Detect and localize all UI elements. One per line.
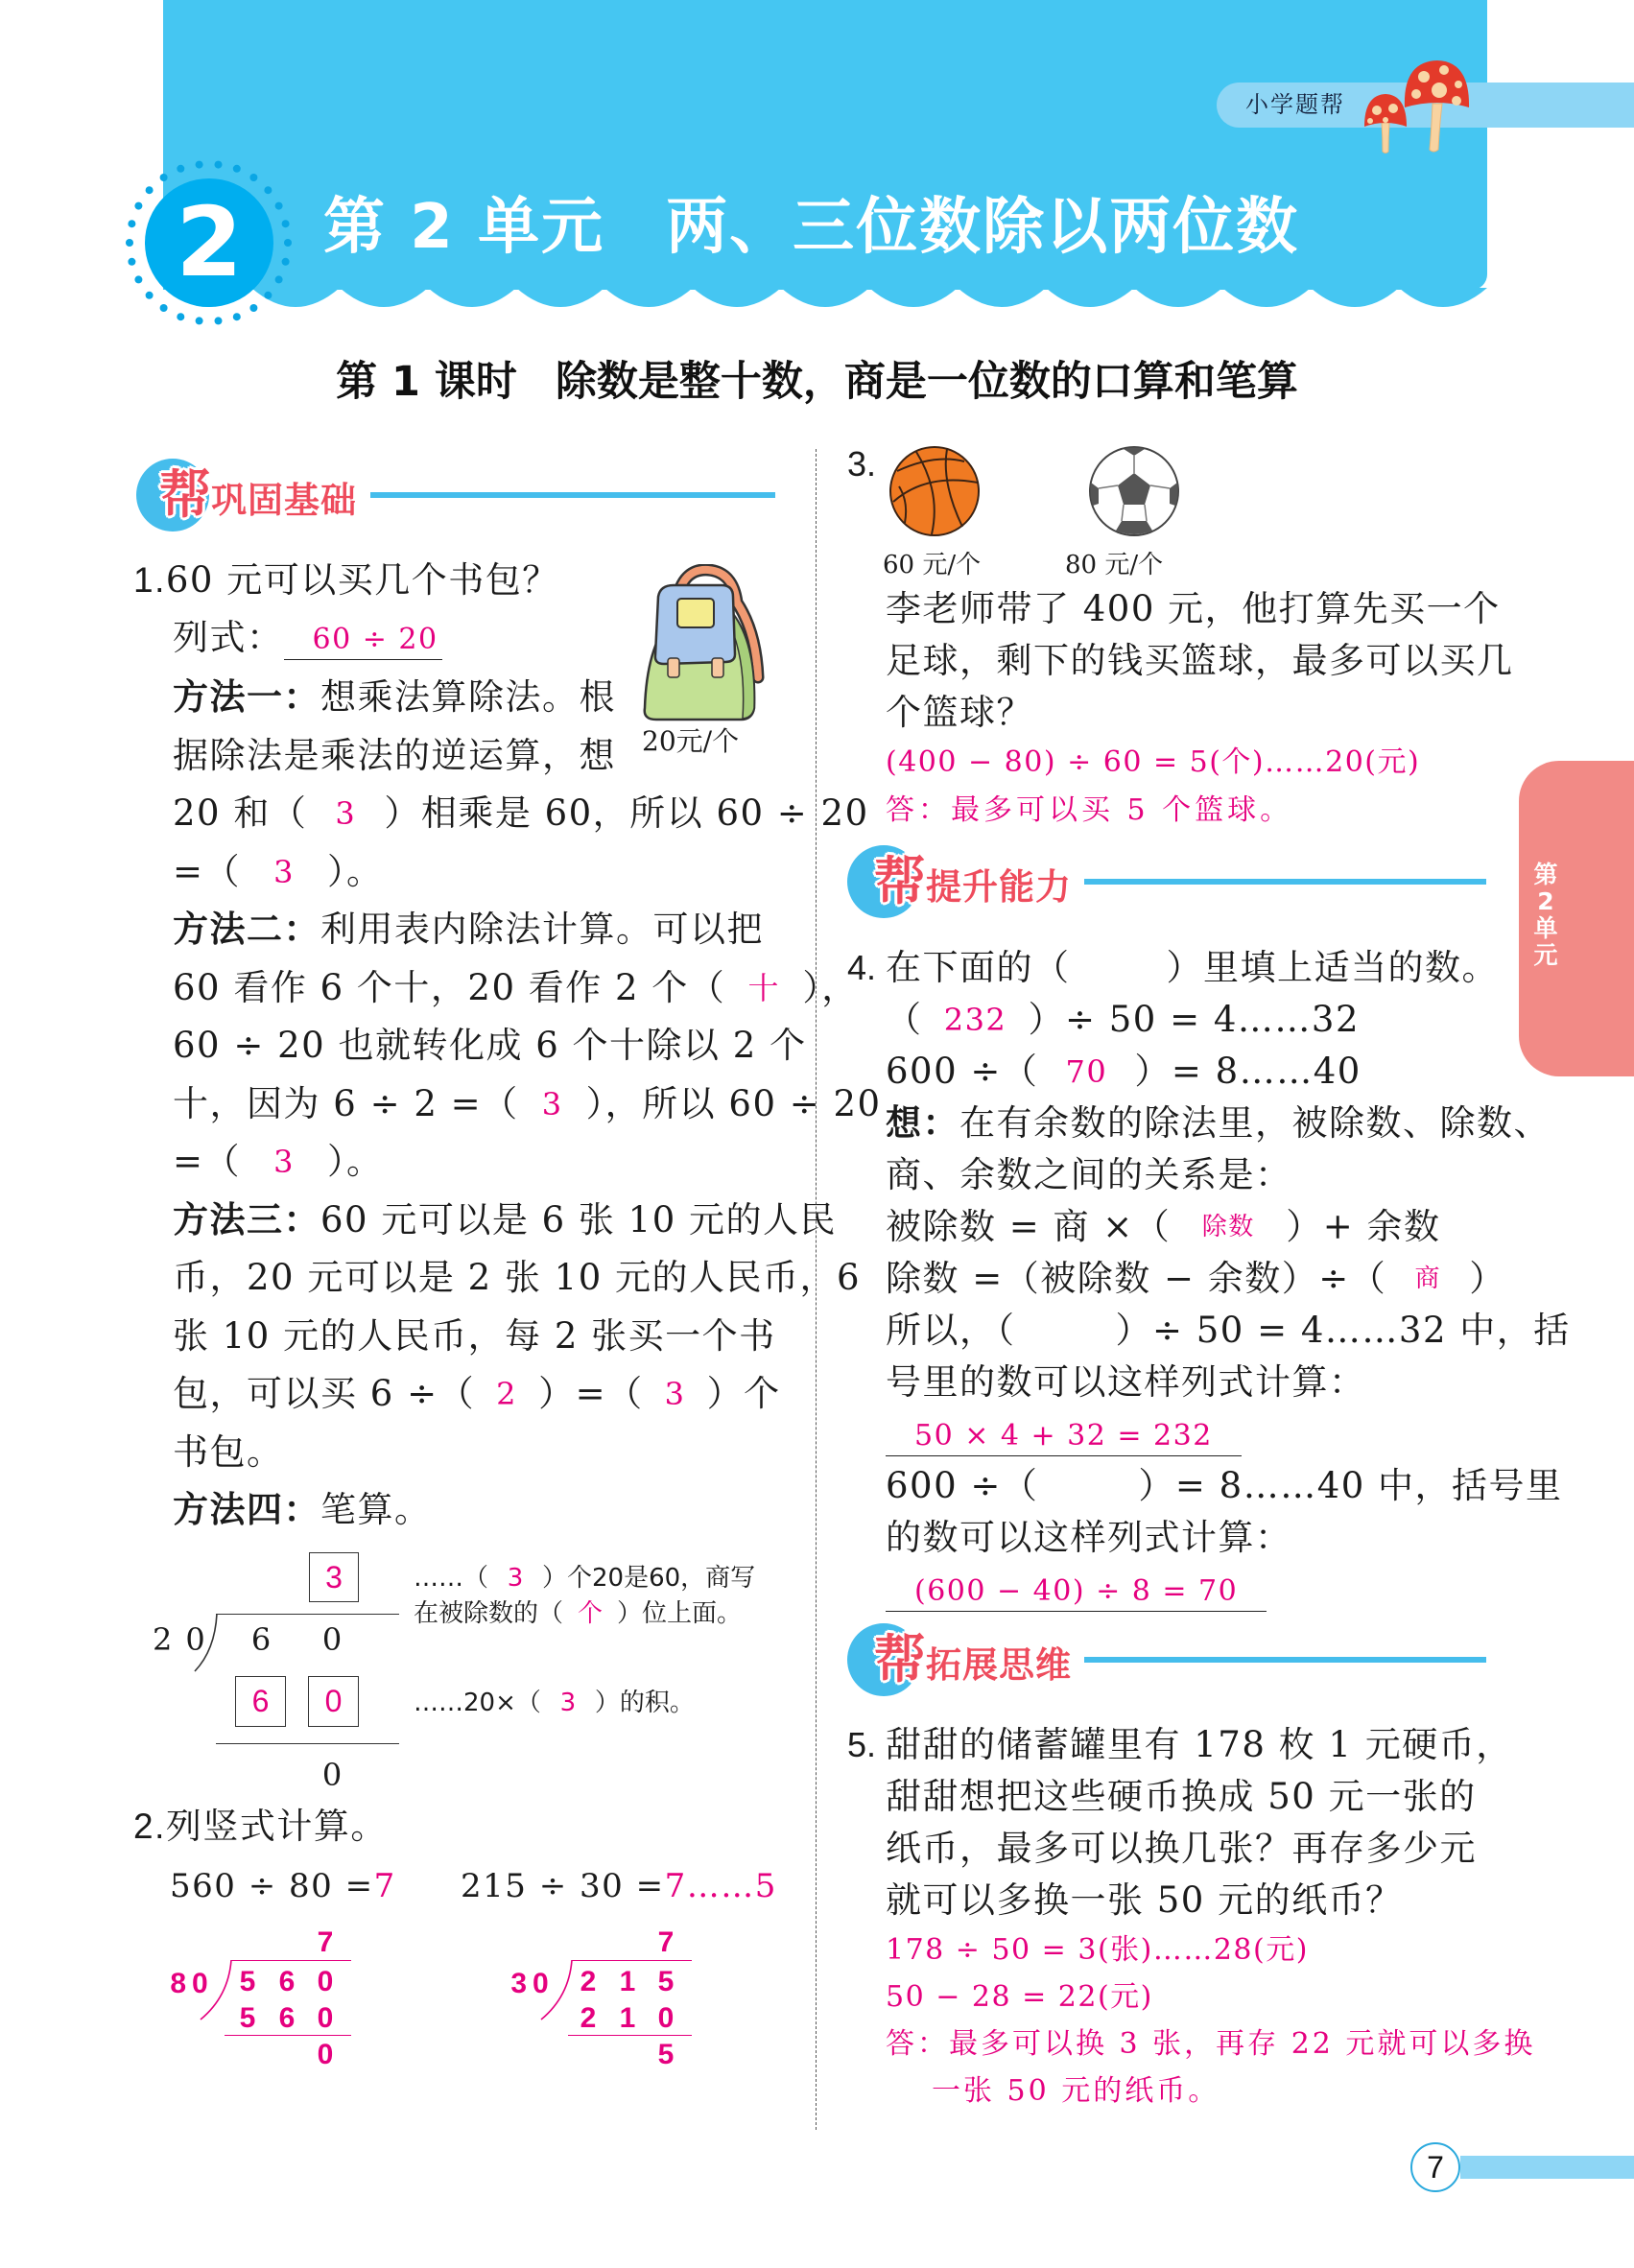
answer-blank: 232 (943, 1002, 1007, 1038)
division-note (414, 1561, 755, 1595)
dividend-digit: 5 (239, 1966, 256, 1997)
method-label: 方法三： (173, 1198, 320, 1240)
method-line (173, 843, 882, 902)
method-line (173, 1249, 882, 1308)
line-text: ）+ 余数 (1286, 1206, 1441, 1247)
side-tab-char: 2 (1537, 887, 1554, 915)
method-line (173, 1481, 882, 1540)
column-divider (816, 449, 817, 2130)
soccer-ball-price: 80 元/个 (1065, 551, 1164, 579)
q2-title (133, 1798, 388, 1855)
method-text: 包，可以买 6 ÷（ (173, 1373, 476, 1414)
method-text: 20 和（ (173, 792, 308, 834)
side-tab-char: 元 (1533, 941, 1558, 969)
question-line: 就可以多换一张 50 元的纸币？ (886, 1879, 1403, 1921)
expression: 215 ÷ 30 = (461, 1867, 665, 1905)
method-text: 币，20 元可以是 2 张 10 元的人民币，6 (173, 1257, 862, 1298)
question-line (886, 1201, 1571, 1253)
answer-blank: 3 (273, 853, 295, 890)
method-line (173, 1308, 882, 1366)
unit-number: 2 (176, 186, 243, 298)
expression: 560 ÷ 80 = (170, 1867, 374, 1905)
question-line: 纸币，最多可以换几张？再存多少元 (886, 1828, 1477, 1869)
section-rule (1084, 1657, 1486, 1663)
mushroom-icon (1353, 56, 1478, 155)
method-text: 想乘法算除法。根 (320, 676, 616, 718)
question-line: 个篮球？ (886, 692, 1033, 733)
think-label: 想： (886, 1102, 959, 1144)
method-text: 利用表内除法计算。可以把 (320, 909, 764, 950)
remainder: 5 (657, 2039, 675, 2070)
note-text: ）的积。 (594, 1689, 695, 1717)
brand-name: 小学题帮 (1245, 91, 1345, 118)
answer-line: 178 ÷ 50 = 3(张)……28(元) (886, 1933, 1309, 1967)
division-bar (216, 1614, 399, 1615)
method-text: 笔算。 (320, 1489, 432, 1530)
q3-answer (886, 739, 1420, 835)
divisor: 30 (510, 1968, 555, 1999)
method-line (173, 1133, 882, 1192)
q2-problem-expression (461, 1861, 777, 1911)
answer-line (886, 1408, 1571, 1460)
line-text: 的数可以这样列式计算： (886, 1517, 1292, 1558)
method-text: 据除法是乘法的逆运算，想 (173, 734, 616, 776)
section-header-extend (874, 1631, 1072, 1694)
method-line (173, 785, 882, 843)
formula-label: 列式： (173, 617, 284, 658)
section-rule (370, 492, 775, 498)
dividend-digit: 0 (321, 1621, 343, 1658)
note-text: ……（ (414, 1564, 489, 1593)
answer-blank: 70 (1065, 1053, 1108, 1090)
product-digit: 5 (239, 2002, 256, 2034)
q5-question (886, 1719, 1513, 1926)
answer-blank: 3 (507, 1564, 524, 1593)
method-text: 书包。 (173, 1430, 284, 1473)
question-text: 列竖式计算。 (165, 1806, 388, 1847)
division-bar (568, 2035, 692, 2036)
answer-line: 答：最多可以买 5 个篮球。 (886, 793, 1293, 827)
page-number: 7 (1410, 2142, 1460, 2192)
answer-blank: 个 (578, 1599, 604, 1628)
method-text: ）， (802, 966, 859, 1008)
question-line (886, 1149, 1571, 1201)
underlined-answer: 50 × 4 + 32 = 232 (886, 1417, 1242, 1456)
q1-formula (173, 609, 442, 667)
answer-line: (400 − 80) ÷ 60 = 5(个)……20(元) (886, 745, 1421, 779)
expression-answer: 7……5 (664, 1867, 777, 1905)
question-number: 2. (133, 1807, 166, 1846)
product-digit: 2 (580, 2002, 597, 2034)
question-line (886, 1460, 1571, 1512)
line-text: 600 ÷（ (886, 1051, 1039, 1092)
side-tab-char: 单 (1533, 914, 1558, 942)
q3-question (886, 583, 1514, 739)
line-text: ）= 8……40 (1134, 1051, 1362, 1092)
method-line (173, 1192, 882, 1250)
dividend-digit: 6 (278, 1966, 296, 1997)
question-line (886, 1357, 1571, 1408)
question-number: 5. (847, 1725, 877, 1764)
answer-line: 50 − 28 = 22(元) (886, 1980, 1153, 2014)
answer-blank: 除数 (1201, 1213, 1255, 1241)
question-line: 足球，剩下的钱买篮球，最多可以买几 (886, 640, 1514, 681)
answer-blank: 3 (273, 1144, 295, 1180)
method-line (173, 1017, 882, 1075)
question-number: 1. (133, 560, 166, 600)
q5-answer (886, 1926, 1535, 2114)
section-rule (1084, 879, 1486, 885)
answer-blank: 3 (541, 1085, 563, 1122)
product-digit: 1 (619, 2002, 636, 2034)
unit-title (323, 189, 1299, 266)
q4-body (886, 942, 1571, 1616)
unit-label: 第 2 单元 (323, 192, 605, 263)
line-text: 号里的数可以这样列式计算： (886, 1361, 1366, 1403)
note-text: ）位上面。 (617, 1599, 743, 1628)
product-digit: 6 (278, 2002, 296, 2034)
quotient: 7 (657, 1926, 675, 1958)
method-text: 60 元可以是 6 张 10 元的人民 (320, 1198, 838, 1240)
question-line: 甜甜想把这些硬币换成 50 元一张的 (886, 1776, 1477, 1817)
method-line (173, 1365, 882, 1424)
answer-line: 答：最多可以换 3 张，再存 22 元就可以多换 (886, 2027, 1536, 2061)
division-bar (225, 2035, 351, 2036)
dividend-digit: 5 (657, 1966, 675, 1997)
method-label: 方法一： (173, 676, 320, 718)
method-label: 方法四： (173, 1489, 320, 1530)
question-line (886, 1512, 1571, 1564)
banner-wave-edge (163, 288, 1487, 309)
formula-answer: 60 ÷ 20 (284, 621, 442, 660)
question-number: 3. (847, 444, 877, 484)
answer-line: 一张 50 元的纸币。 (932, 2074, 1220, 2108)
side-tab-char: 第 (1533, 861, 1558, 888)
expression-answer: 7 (373, 1867, 396, 1905)
line-text: ） (1469, 1258, 1506, 1299)
backpack-price: 20元/个 (642, 725, 740, 757)
dividend-digit: 0 (317, 1966, 334, 1997)
line-text: ）÷ 50 = 4……32 (1028, 999, 1360, 1040)
line-text: 600 ÷（ (886, 1465, 1039, 1506)
question-text: 60 元可以买几个书包？ (165, 559, 559, 601)
dividend-digit: 2 (580, 1966, 597, 1997)
soccer-ball-icon (1087, 444, 1181, 538)
division-bar (572, 1960, 692, 1961)
note-text: ）个20是60，商写 (542, 1564, 756, 1593)
method-line (173, 1424, 882, 1482)
division-note (414, 1596, 742, 1631)
method-text: ），所以 60 ÷ 20 (585, 1082, 882, 1124)
line-text: ）÷ 50 = 4……32 中，括 (1115, 1310, 1571, 1351)
method-line (173, 727, 882, 786)
method-text: ）=（ (538, 1373, 644, 1414)
note-text: 在被除数的（ (414, 1599, 564, 1628)
question-line (886, 1098, 1571, 1149)
lesson-title (0, 355, 1634, 409)
answer-blank: 3 (664, 1376, 686, 1412)
answer-blank: 3 (335, 795, 357, 832)
method-text: 60 ÷ 20 也就转化成 6 个十除以 2 个 (173, 1025, 807, 1066)
method-text: =（ (173, 850, 242, 892)
line-text: 在有余数的除法里，被除数、除数、 (959, 1102, 1551, 1144)
section-badge-char: 帮 (874, 851, 926, 911)
section-badge-char: 帮 (159, 464, 211, 525)
question-line (886, 1305, 1571, 1357)
question-line (886, 1046, 1571, 1098)
basketball-icon (888, 444, 982, 538)
line-text: 被除数 = 商 ×（ (886, 1206, 1172, 1247)
section-header-improve (874, 853, 1072, 916)
answer-blank: 3 (559, 1689, 577, 1717)
question-line (886, 1253, 1571, 1305)
method-text: ）。 (327, 1141, 384, 1182)
question-line (886, 994, 1571, 1046)
method-text: ）相乘是 60，所以 60 ÷ 20 (384, 792, 869, 834)
method-label: 方法二： (173, 909, 320, 950)
question-line: 甜甜的储蓄罐里有 178 枚 1 元硬币， (886, 1724, 1513, 1765)
answer-blank: 十 (747, 969, 781, 1006)
line-text: 商、余数之间的关系是： (886, 1154, 1292, 1195)
line-text: ）= 8……40 中，括号里 (1138, 1465, 1563, 1506)
section-title: 提升能力 (926, 866, 1072, 908)
product-box: 0 (308, 1676, 359, 1727)
method-text: 60 看作 6 个十，20 看作 2 个（ (173, 966, 726, 1008)
lesson-subtitle: 除数是整十数，商是一位数的口算和笔算 (555, 358, 1298, 406)
method-line (173, 959, 882, 1018)
product-digit: 0 (317, 2002, 334, 2034)
line-text: （ (886, 999, 923, 1040)
divisor: 20 (153, 1621, 219, 1658)
side-tab-label (1530, 862, 1561, 969)
basketball-price: 60 元/个 (883, 551, 982, 579)
method-text: 张 10 元的人民币，每 2 张买一个书 (173, 1314, 776, 1357)
note-text: ……20×（ (414, 1689, 541, 1717)
q2-problem-expression (170, 1861, 396, 1911)
page-number-bar (1460, 2156, 1634, 2179)
line-text: 除数 =（被除数 − 余数）÷（ (886, 1258, 1387, 1299)
section-header-basics (159, 466, 357, 530)
divisor: 80 (170, 1968, 214, 1999)
line-text: 在下面的（ (886, 947, 1071, 988)
answer-blank: 商 (1414, 1264, 1442, 1293)
dividend-digit: 6 (250, 1621, 272, 1658)
quotient: 7 (317, 1926, 334, 1958)
answer-blank: 2 (496, 1376, 517, 1412)
division-bar (216, 1743, 399, 1744)
division-bar (231, 1960, 351, 1961)
method-line (173, 901, 882, 959)
lesson-label: 第 1 课时 (336, 358, 517, 406)
remainder: 0 (317, 2039, 334, 2070)
q1-methods (173, 669, 882, 1540)
section-title: 巩固基础 (211, 480, 357, 521)
q1-title (133, 552, 559, 609)
line-text: ）里填上适当的数。 (1166, 947, 1499, 988)
division-note (414, 1686, 695, 1720)
question-line (886, 942, 1571, 994)
method-text: ）个 (706, 1373, 781, 1414)
method-text: ）。 (327, 850, 384, 892)
dividend-digit: 1 (619, 1966, 636, 1997)
question-number: 4. (847, 948, 877, 987)
question-line: 李老师带了 400 元，他打算先买一个 (886, 588, 1501, 629)
method-text: =（ (173, 1141, 242, 1182)
product-digit: 0 (657, 2002, 675, 2034)
section-badge-char: 帮 (874, 1629, 926, 1689)
remainder: 0 (321, 1757, 343, 1793)
method-line (173, 1075, 882, 1134)
product-box: 6 (235, 1676, 286, 1727)
answer-line (886, 1564, 1571, 1616)
method-text: 十，因为 6 ÷ 2 =（ (173, 1082, 519, 1124)
underlined-answer: (600 − 40) ÷ 8 = 70 (886, 1572, 1267, 1612)
unit-subtitle: 两、三位数除以两位数 (666, 192, 1300, 263)
method-line (173, 669, 882, 727)
quotient-box: 3 (309, 1552, 359, 1602)
section-title: 拓展思维 (926, 1644, 1072, 1686)
line-text: 所以，（ (886, 1310, 1016, 1351)
